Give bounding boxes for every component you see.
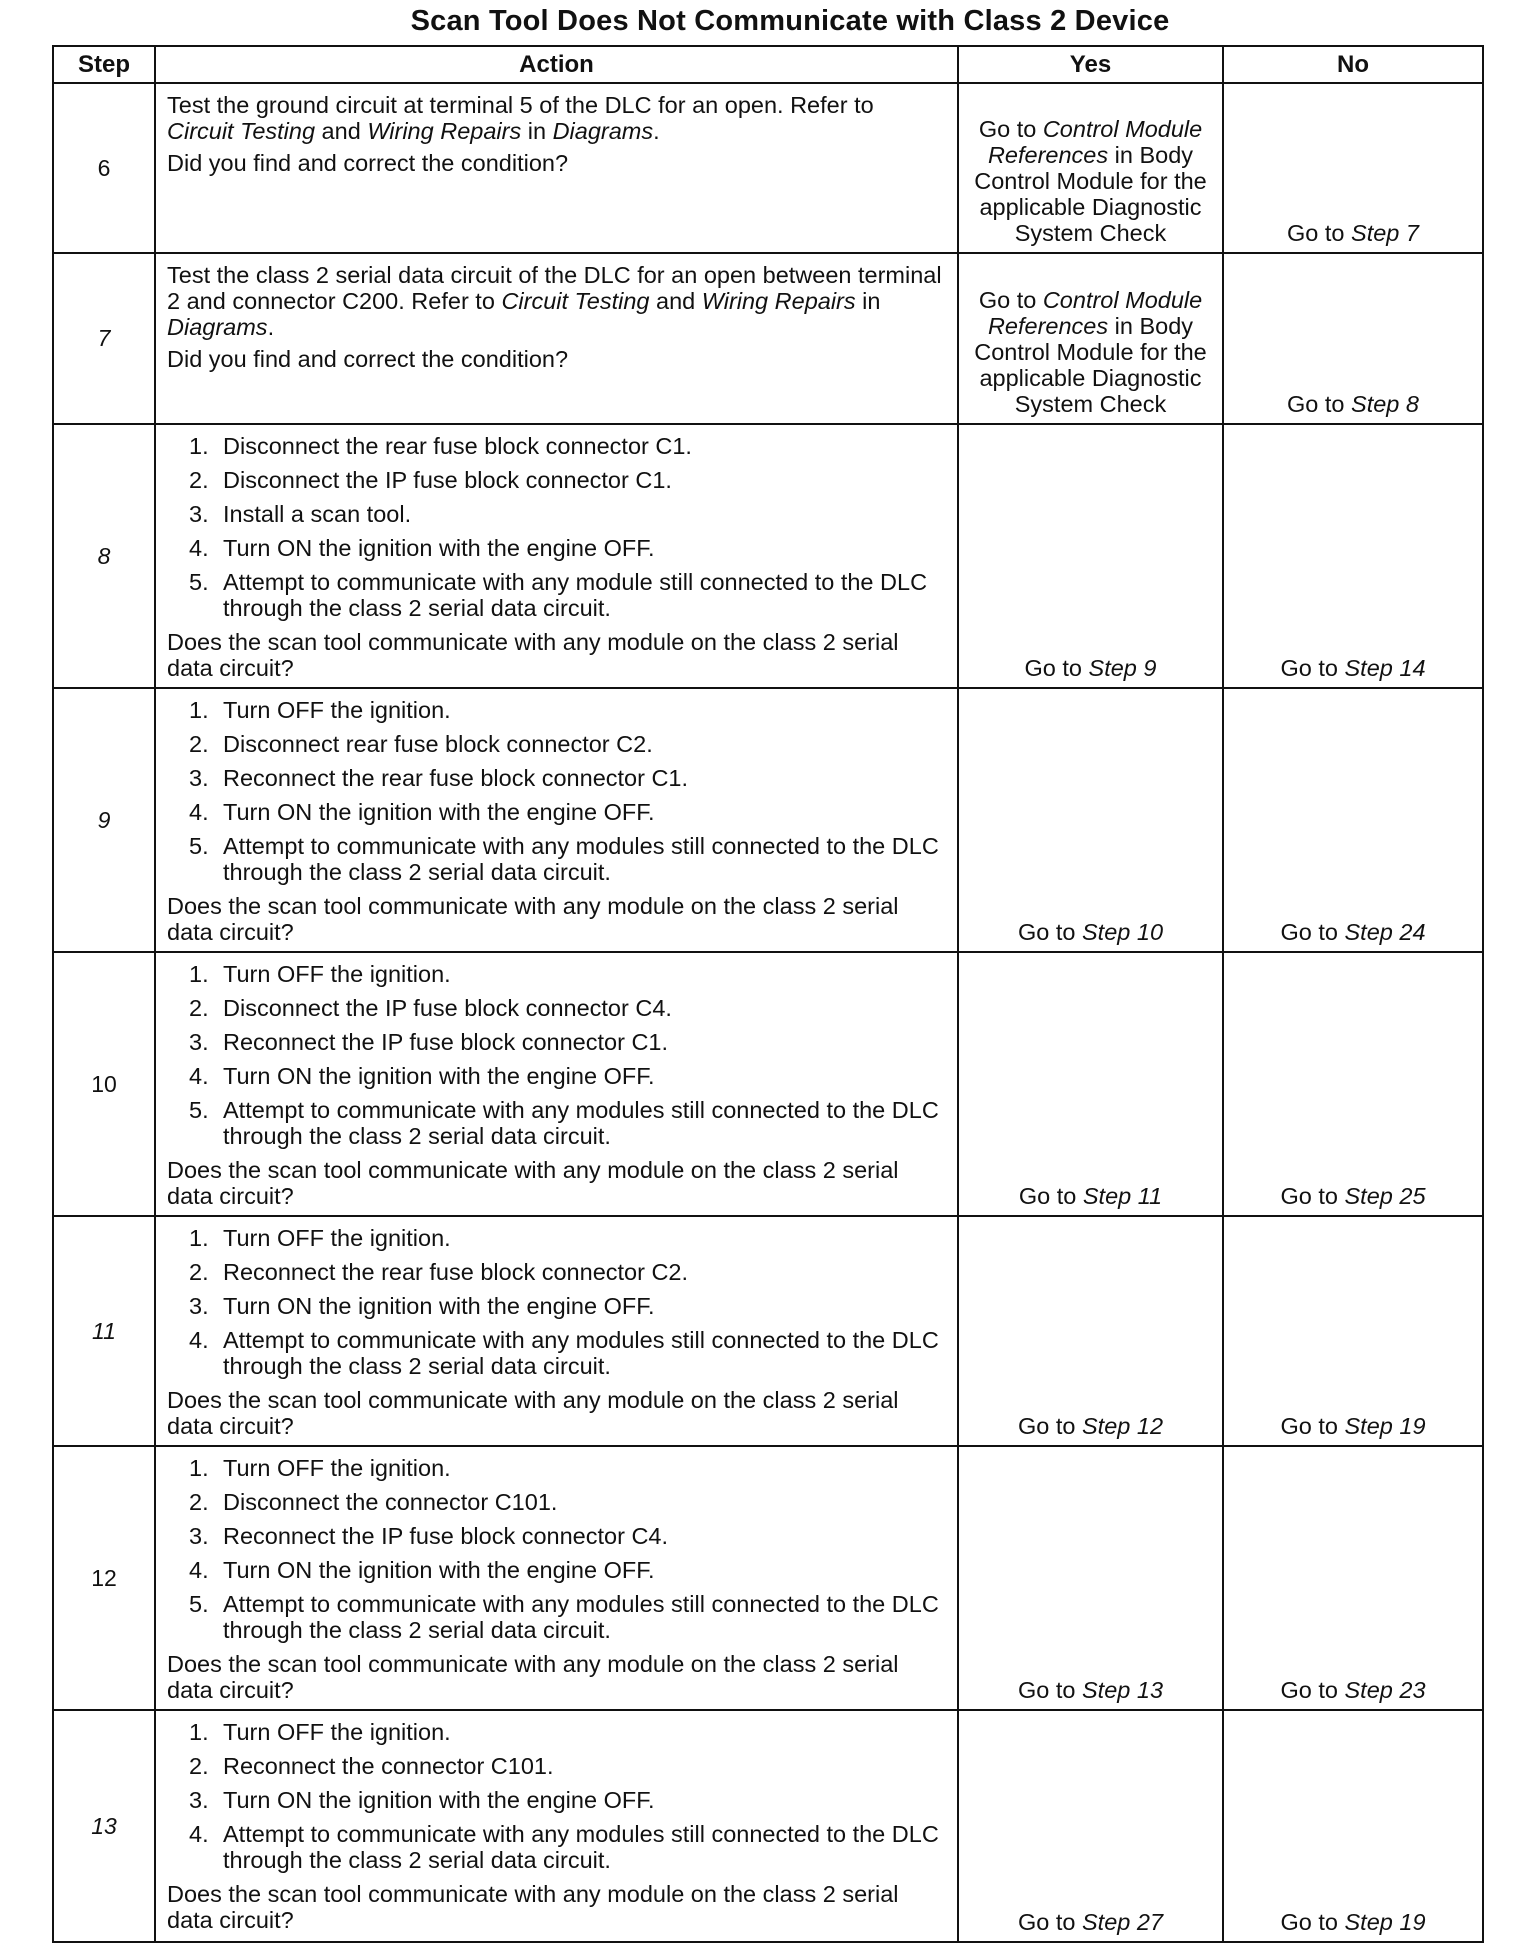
action-question: Does the scan tool communicate with any module on the class 2 serial data circuit? xyxy=(167,629,899,681)
yes-cell xyxy=(958,1710,1223,1942)
substep: 4. Turn ON the ignition with the engine OFF. xyxy=(189,799,655,825)
substep: 2. Disconnect the IP fuse block connector C4. xyxy=(189,995,672,1021)
no-cell xyxy=(1223,83,1483,253)
substep: 2. Reconnect the rear fuse block connector C2. xyxy=(189,1259,689,1285)
reference-link[interactable]: Circuit Testing xyxy=(167,118,316,144)
step-number: 12 xyxy=(53,1446,155,1710)
step-number: 13 xyxy=(53,1710,155,1942)
no-cell xyxy=(1223,253,1483,424)
header-no: No xyxy=(1223,46,1483,83)
reference-link[interactable]: Diagrams xyxy=(552,118,654,144)
action-question: Does the scan tool communicate with any module on the class 2 serial data circuit? xyxy=(167,1387,899,1439)
table-row xyxy=(53,83,1483,253)
substep: 1. Turn OFF the ignition. xyxy=(189,1225,451,1251)
substep: 4. Turn ON the ignition with the engine OFF. xyxy=(189,1063,655,1089)
table-row xyxy=(53,1710,1483,1942)
substep: 5. Attempt to communicate with any module still connected to the DLC through the class 2 serial data circuit. xyxy=(189,569,928,621)
action-question: Does the scan tool communicate with any module on the class 2 serial data circuit? xyxy=(167,1651,899,1703)
action-paragraph: Test the class 2 serial data circuit of the DLC for an open between terminal 2 and connector C200. Refer to Circuit Testing and Wiring Repairs in Diagrams. xyxy=(167,262,942,340)
no-cell xyxy=(1223,1446,1483,1710)
no-link[interactable]: Go to Step 23 xyxy=(1280,1677,1426,1703)
yes-link[interactable]: Go to Step 10 xyxy=(1017,919,1164,945)
substep: 3. Reconnect the IP fuse block connector C1. xyxy=(189,1029,669,1055)
yes-cell xyxy=(958,1446,1223,1710)
no-cell xyxy=(1223,1216,1483,1446)
yes-link[interactable]: Go to Step 27 xyxy=(1017,1909,1164,1935)
no-link[interactable]: Go to Step 14 xyxy=(1280,655,1426,681)
reference-link[interactable]: Diagrams xyxy=(167,314,268,340)
reference-link[interactable]: Wiring Repairs xyxy=(701,288,856,314)
substep: 2. Disconnect the IP fuse block connector C1. xyxy=(189,467,672,493)
action-question: Did you find and correct the condition? xyxy=(167,150,569,176)
table-row xyxy=(53,1446,1483,1710)
substep: 5. Attempt to communicate with any modules still connected to the DLC through the class 2 serial data circuit. xyxy=(189,1591,939,1643)
yes-link[interactable]: Go to Step 11 xyxy=(1018,1183,1163,1209)
action-cell xyxy=(155,688,958,952)
header-step: Step xyxy=(53,46,155,83)
substep: 1. Turn OFF the ignition. xyxy=(189,697,451,723)
no-cell xyxy=(1223,1710,1483,1942)
substep: 1. Turn OFF the ignition. xyxy=(189,1719,451,1745)
no-link[interactable]: Go to Step 25 xyxy=(1280,1183,1426,1209)
no-link[interactable]: Go to Step 19 xyxy=(1280,1413,1426,1439)
header-yes: Yes xyxy=(958,46,1223,83)
no-cell xyxy=(1223,424,1483,688)
yes-cell xyxy=(958,688,1223,952)
yes-link[interactable]: Go to Step 9 xyxy=(1024,655,1157,681)
yes-link[interactable]: Go to Control Module References in Body Control Module for the applicable Diagnostic System Check xyxy=(974,116,1207,246)
step-number: 9 xyxy=(53,688,155,952)
yes-link[interactable]: Go to Control Module References in Body Control Module for the applicable Diagnostic System Check xyxy=(974,287,1207,417)
yes-cell xyxy=(958,1216,1223,1446)
substep: 3. Reconnect the rear fuse block connector C1. xyxy=(189,765,689,791)
yes-cell xyxy=(958,83,1223,253)
action-cell xyxy=(155,1710,958,1942)
no-link[interactable]: Go to Step 24 xyxy=(1280,919,1426,945)
no-link[interactable]: Go to Step 8 xyxy=(1287,391,1419,417)
substep: 1. Turn OFF the ignition. xyxy=(189,1455,451,1481)
action-question: Does the scan tool communicate with any module on the class 2 serial data circuit? xyxy=(167,893,899,945)
substep: 5. Attempt to communicate with any modules still connected to the DLC through the class 2 serial data circuit. xyxy=(189,1097,939,1149)
substep: 2. Disconnect rear fuse block connector C2. xyxy=(189,731,653,757)
table-row xyxy=(53,253,1483,424)
header-row xyxy=(53,46,1483,83)
no-link[interactable]: Go to Step 19 xyxy=(1280,1909,1426,1935)
substep: 4. Attempt to communicate with any modules still connected to the DLC through the class 2 serial data circuit. xyxy=(189,1821,939,1873)
action-cell xyxy=(155,424,958,688)
substep-list xyxy=(167,961,945,1149)
yes-link[interactable]: Go to Step 12 xyxy=(1017,1413,1164,1439)
substep: 4. Turn ON the ignition with the engine OFF. xyxy=(189,535,655,561)
reference-link[interactable]: Circuit Testing xyxy=(501,288,650,314)
substep: 3. Turn ON the ignition with the engine OFF. xyxy=(189,1293,655,1319)
substep: 1. Disconnect the rear fuse block connector C1. xyxy=(189,433,692,459)
action-question: Does the scan tool communicate with any module on the class 2 serial data circuit? xyxy=(167,1157,899,1209)
substep: 2. Disconnect the connector C101. xyxy=(189,1489,558,1515)
substep: 3. Reconnect the IP fuse block connector C4. xyxy=(189,1523,669,1549)
substep-list xyxy=(167,433,945,621)
step-number: 7 xyxy=(53,253,155,424)
table-row xyxy=(53,952,1483,1216)
substep-list xyxy=(167,1455,945,1643)
substep: 5. Attempt to communicate with any modules still connected to the DLC through the class 2 serial data circuit. xyxy=(189,833,939,885)
action-cell xyxy=(155,1446,958,1710)
substep-list xyxy=(167,1719,945,1873)
action-cell xyxy=(155,952,958,1216)
action-cell xyxy=(155,83,958,253)
action-paragraph: Test the ground circuit at terminal 5 of the DLC for an open. Refer to Circuit Testing and Wiring Repairs in Diagrams. xyxy=(167,92,874,144)
action-question: Does the scan tool communicate with any module on the class 2 serial data circuit? xyxy=(167,1881,899,1933)
no-cell xyxy=(1223,952,1483,1216)
diagnostic-table xyxy=(52,45,1484,1943)
action-cell xyxy=(155,253,958,424)
substep: 3. Turn ON the ignition with the engine OFF. xyxy=(189,1787,655,1813)
step-number: 8 xyxy=(53,424,155,688)
reference-link[interactable]: Wiring Repairs xyxy=(367,118,522,144)
action-question: Did you find and correct the condition? xyxy=(167,346,569,372)
step-number: 11 xyxy=(53,1216,155,1446)
substep: 4. Turn ON the ignition with the engine OFF. xyxy=(189,1557,655,1583)
substep-list xyxy=(167,1225,945,1379)
header-action: Action xyxy=(155,46,958,83)
action-cell xyxy=(155,1216,958,1446)
yes-cell xyxy=(958,253,1223,424)
step-number: 10 xyxy=(53,952,155,1216)
substep: 2. Reconnect the connector C101. xyxy=(189,1753,554,1779)
page-title: Scan Tool Does Not Communicate with Class 2 Device xyxy=(410,5,1170,37)
no-link[interactable]: Go to Step 7 xyxy=(1287,220,1419,246)
yes-cell xyxy=(958,424,1223,688)
table-row xyxy=(53,688,1483,952)
substep: 1. Turn OFF the ignition. xyxy=(189,961,451,987)
table-row xyxy=(53,424,1483,688)
yes-cell xyxy=(958,952,1223,1216)
substep: 3. Install a scan tool. xyxy=(189,501,412,527)
no-cell xyxy=(1223,688,1483,952)
yes-link[interactable]: Go to Step 13 xyxy=(1017,1677,1164,1703)
step-number: 6 xyxy=(53,83,155,253)
table-row xyxy=(53,1216,1483,1446)
substep-list xyxy=(167,697,945,885)
substep: 4. Attempt to communicate with any modules still connected to the DLC through the class 2 serial data circuit. xyxy=(189,1327,939,1379)
